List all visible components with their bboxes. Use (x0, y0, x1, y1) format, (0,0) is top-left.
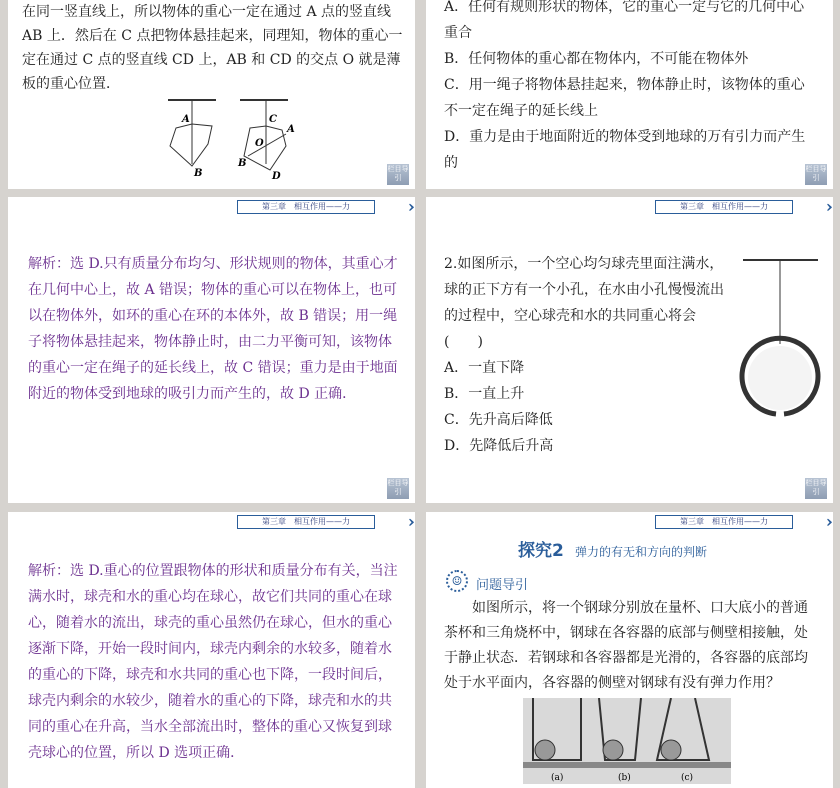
slide-2 (426, 0, 833, 189)
title-text: 弹力的有无和方向的判断 (574, 545, 707, 559)
chevron-icon: ››› (825, 197, 827, 216)
nav-guide-button[interactable]: 栏目导引 (387, 164, 409, 185)
nav-guide-button[interactable]: 栏目导引 (805, 478, 827, 499)
chapter-header: 第三章 相互作用——力 (237, 515, 375, 529)
question-block (444, 251, 734, 459)
containers-diagram (523, 698, 731, 784)
label-a: A (182, 114, 190, 125)
chevron-icon: ››› (825, 512, 827, 531)
spherical-shell-diagram (738, 252, 823, 422)
slide-6 (426, 512, 833, 788)
option-d: D．重力是由于地面附近的物体受到地球的万有引力而产生的 (444, 129, 806, 171)
chevron-icon: ››› (407, 197, 409, 216)
slide-4 (426, 197, 833, 503)
label-o: O (255, 138, 264, 149)
option-c: C．先升高后降低 (444, 412, 553, 428)
fig-label-a: (a) (551, 773, 564, 783)
slide-1 (8, 0, 415, 189)
nav-guide-button[interactable]: 栏目导引 (387, 478, 409, 499)
label-c: C (269, 114, 277, 125)
option-d: D．先降低后升高 (444, 438, 554, 454)
problem-text: 如图所示，将一个钢球分别放在量杯、口大底小的普通茶杯和三角烧杯中，钢球在各容器的底部与侧壁相接触，处于静止状态．若钢球和各容器都是光滑的，各容器的底部均处于水平面内，各容器的侧壁对钢球有没有弹力作用？ (444, 600, 808, 691)
problem-block (444, 596, 816, 784)
option-c: C．用一绳子将物体悬挂起来，物体静止时，该物体的重心不一定在绳子的延长线上 (444, 77, 805, 119)
label-d: D (272, 171, 281, 181)
label-b: B (194, 168, 203, 179)
slide-5-analysis: 解析：选 D.重心的位置跟物体的形状和质量分布有关，当注满水时，球壳和水的重心均在球心，故它们共同的重心在球心，随着水的流出，球壳的重心虽然仍在球心，但水的重心逐渐下降，开始一段时间内，球壳内剩余的水较多，随着水的重心的下降，球壳和水共同的重心也下降，一段时间后，球壳内剩余的水较少，随着水的重心的下降，球壳和水的共同的重心在升高，当水全部流出时，整体的重心又恢复到球壳球心的位置，所以 D 选项正确． (28, 563, 398, 761)
title-tag: 探究2 (518, 541, 564, 561)
slide-3-analysis: 解析：选 D.只有质量分布均匀、形状规则的物体，其重心才在几何中心上，故 A 错误；物体的重心可以在物体上，也可以在物体外，如环的重心在环的本体外，故 B 错误；用一绳子将物体悬挂起来，物体静止时，由二力平衡可知，该物体的重心一定在绳子的延长线上，故 C 错误；重力是由于地面附近的物体受到地球的吸引力而产生的，故 D 正确． (28, 256, 398, 402)
section-title (518, 536, 707, 561)
fig-label-b: (b) (618, 773, 631, 783)
slide-3 (8, 197, 415, 503)
chevron-icon: ››› (407, 512, 409, 531)
slide-2-options (444, 0, 816, 176)
slide-5 (8, 512, 415, 788)
option-b: B．一直上升 (444, 386, 525, 402)
option-b: B．任何物体的重心都在物体内，不可能在物体外 (444, 51, 749, 67)
chapter-header: 第三章 相互作用——力 (237, 200, 375, 214)
slide-1-text: 在同一竖直线上，所以物体的重心一定在通过 A 点的竖直线 AB 上．然后在 C 点把物体悬挂起来，同理知，物体的重心一定在通过 C 点的竖直线 CD 上，AB 和 CD 的交点 O 就是薄板的重心位置． (22, 4, 403, 92)
question-text: 2.如图所示，一个空心均匀球壳里面注满水，球的正下方有一个小孔，在水由小孔慢慢流出的过程中，空心球壳和水的共同重心将会( ) (444, 256, 724, 350)
chapter-header: 第三章 相互作用——力 (655, 515, 793, 529)
smiley-icon: ☺ (446, 570, 468, 592)
nav-guide-button[interactable]: 栏目导引 (805, 164, 827, 185)
fig-label-c: (c) (681, 773, 694, 783)
chapter-header: 第三章 相互作用——力 (655, 200, 793, 214)
option-a: A．一直下降 (444, 360, 525, 376)
label-a2: A (287, 124, 295, 135)
option-a: A．任何有规则形状的物体，它的重心一定与它的几何中心重合 (444, 0, 805, 41)
hanging-plate-diagram (158, 96, 298, 181)
label-b2: B (238, 158, 247, 169)
section-label: 问题导引 (476, 578, 529, 593)
